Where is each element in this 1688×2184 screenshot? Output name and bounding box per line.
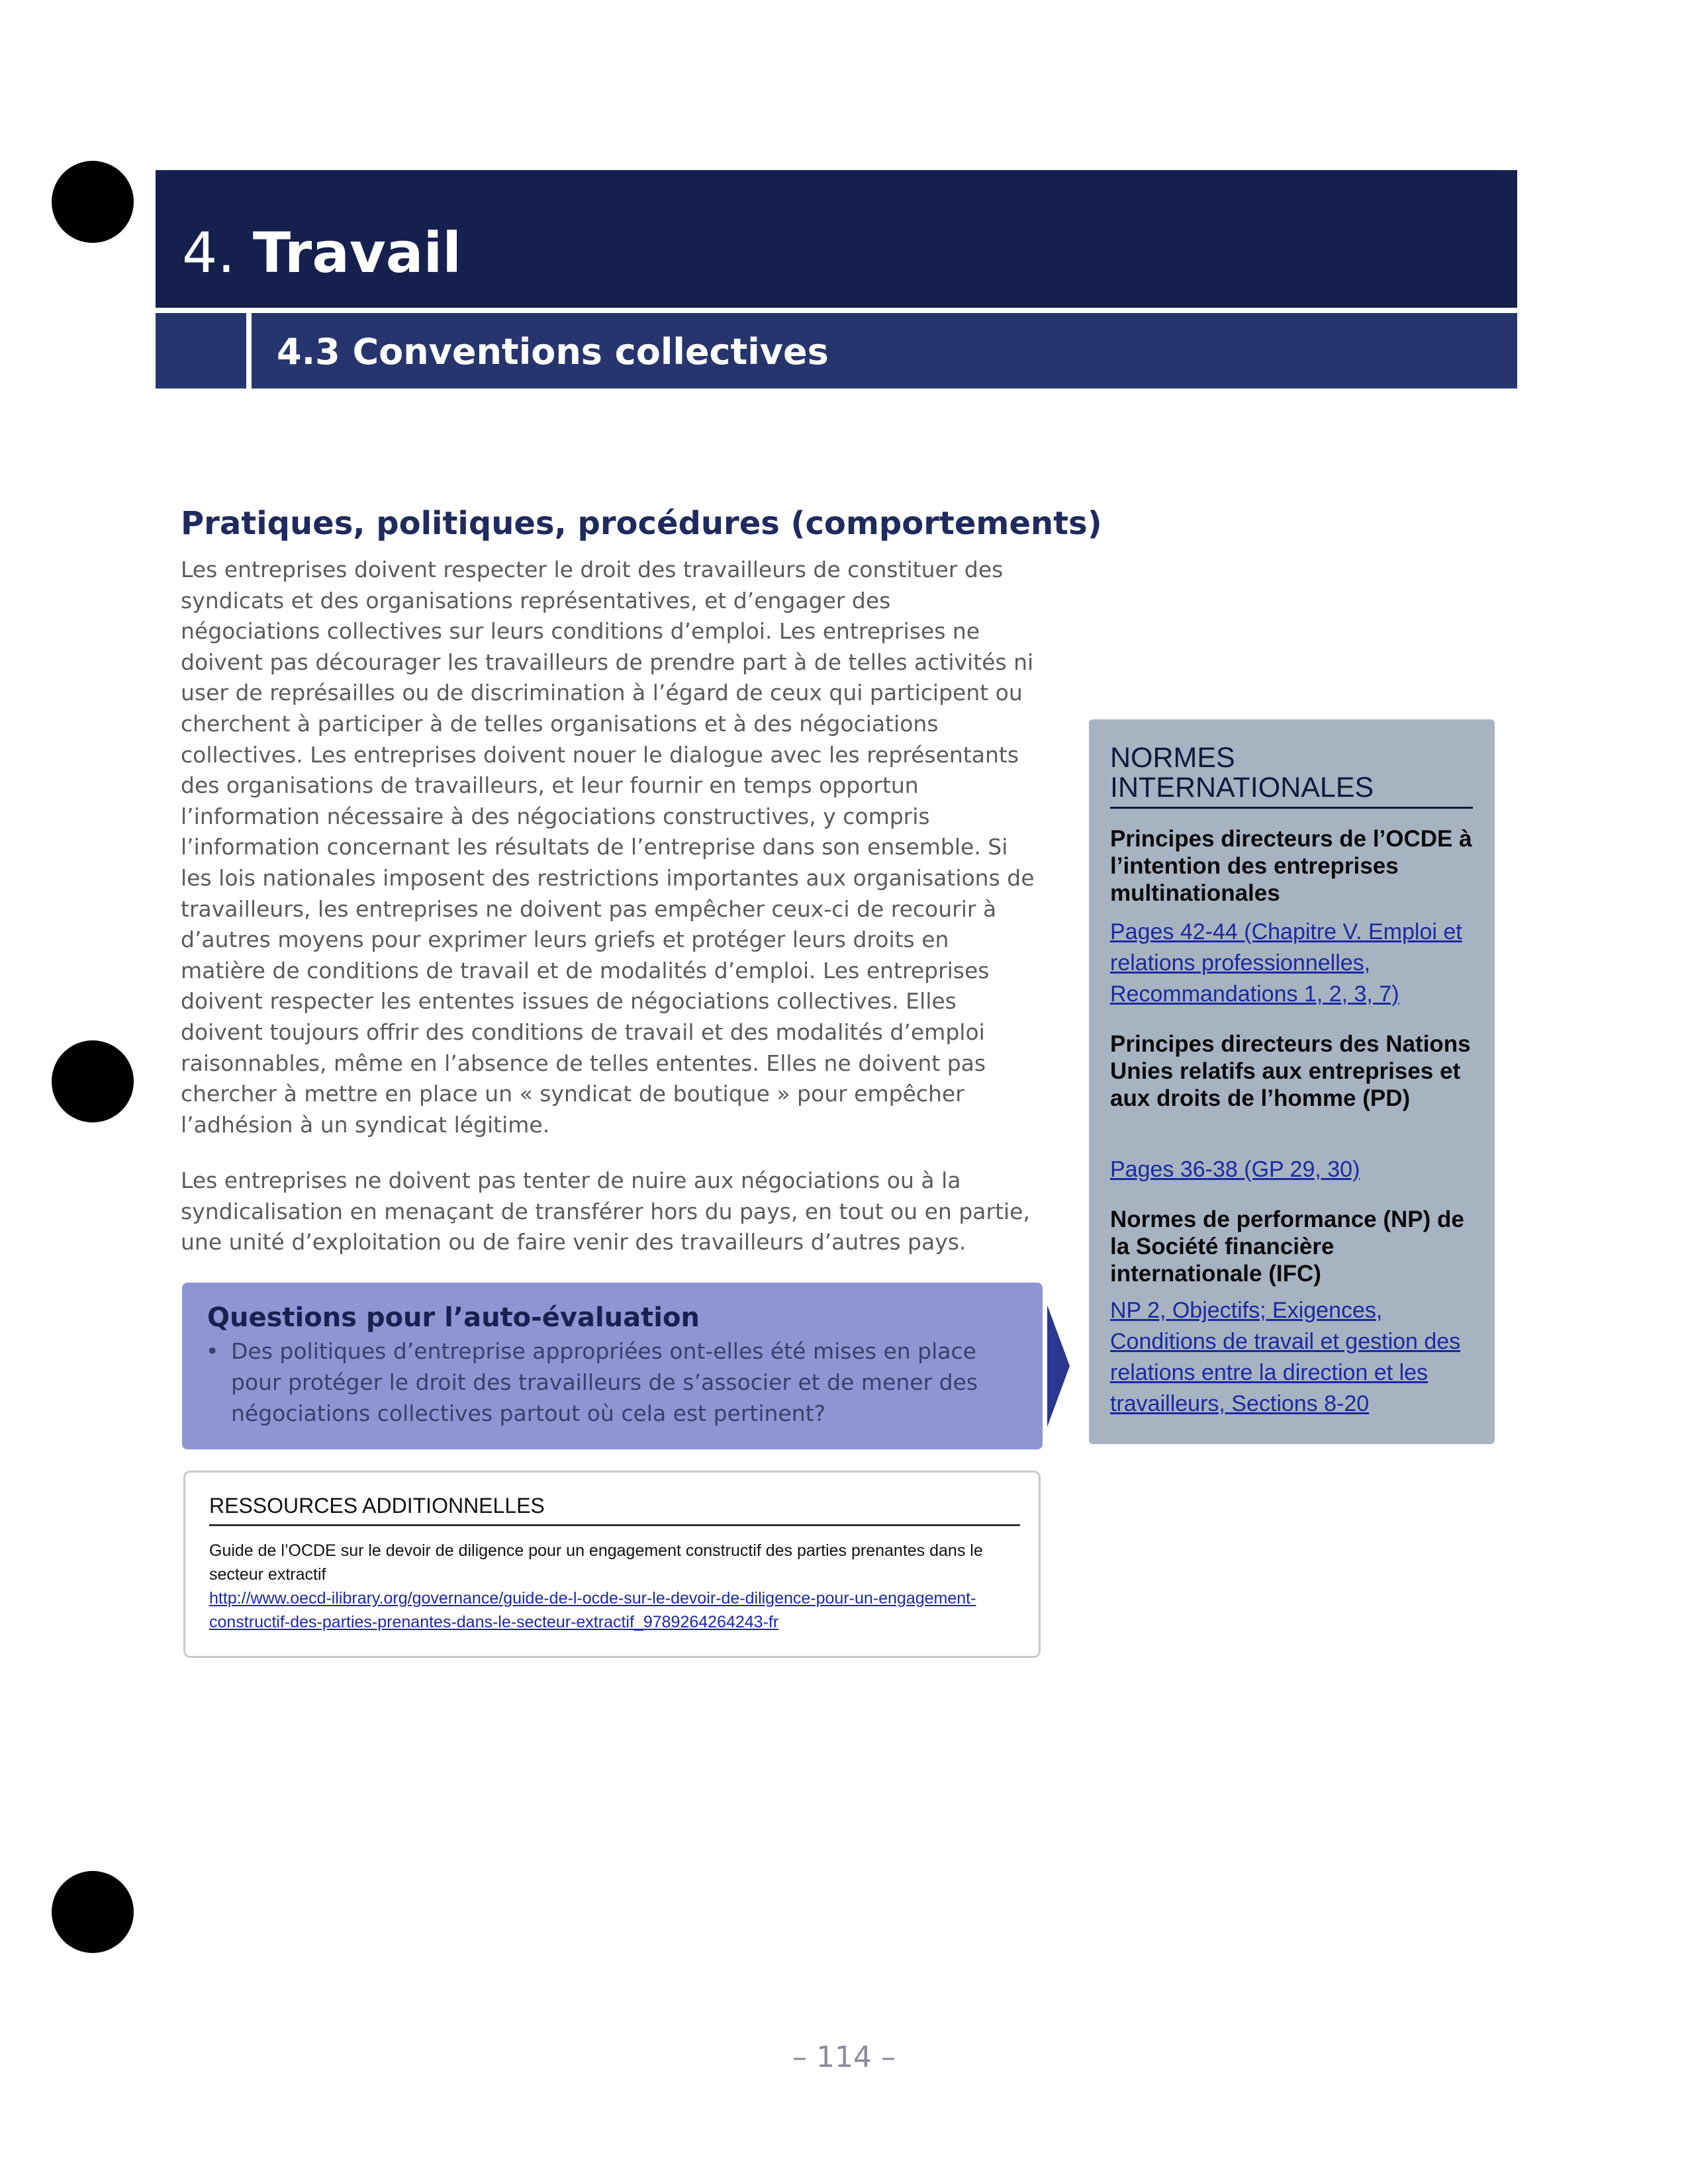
- section-header-divider: [246, 313, 252, 388]
- standard-heading-ifc: Normes de performance (NP) de la Société financière internationale (IFC): [1110, 1206, 1464, 1287]
- self-assessment-heading: Questions pour l’auto-évaluation: [207, 1302, 700, 1333]
- pointer-arrow-icon: [1047, 1305, 1070, 1427]
- resource-link[interactable]: http://www.oecd-ilibrary.org/governance/guide-de-l-ocde-sur-le-devoir-de-diligence-pour-un-engagement-constructif-des-parties-prenantes-dans-le-secteur-extractif_9789264264243-fr: [209, 1589, 976, 1631]
- practices-paragraph: Les entreprises ne doivent pas tenter de nuire aux négociations ou à la syndicalisation en menaçant de transférer hors du pays, en tout ou en partie, une unité d’exploitation ou de faire venir des travailleurs d’autres pays.: [181, 1167, 1030, 1255]
- practices-heading: Pratiques, politiques, procédures (comportements): [181, 505, 1102, 542]
- international-standards-box: [1089, 719, 1495, 1444]
- standards-divider: [1110, 807, 1473, 809]
- section-title: 4.3 Conventions collectives: [277, 331, 829, 373]
- self-assessment-box: [182, 1283, 1043, 1449]
- standard-link-un[interactable]: Pages 36-38 (GP 29, 30): [1110, 1157, 1360, 1182]
- standard-heading-un: Principes directeurs des Nations Unies relatifs aux entreprises et aux droits de l’homme (PD): [1110, 1031, 1471, 1111]
- resources-heading: RESSOURCES ADDITIONNELLES: [209, 1494, 545, 1518]
- practices-paragraph: Les entreprises doivent respecter le droit des travailleurs de constituer des syndicats et des organisations représentatives, et d’engager des négociations collectives sur leurs conditions d’emploi. Les entreprises ne doivent pas décourager les travailleurs de prendre part à de telles activités ni user de représailles ou de discrimination à l’égard de ceux qui participent ou cherchent à participer à de telles organisations et à des négociations collectives. Les entreprises doivent nouer le dialogue avec les représentants des organisations de travailleurs, et leur fournir en temps opportun l’information nécessaire à des négociations constructives, y compris l’information concernant les résultats de l’entreprise dans son ensemble. Si les lois nationales imposent des restrictions importantes aux organisations de travailleurs, les entreprises ne doivent pas empêcher ceux-ci de recourir à d’autres moyens pour exprimer leurs griefs et protéger leurs droits en matière de conditions de travail et de modalités d’emploi. Les entreprises doivent respecter les ententes issues de négociations collectives. Elles doivent toujours offrir des conditions de travail et des modalités d’emploi raisonnables, même en l’absence de telles ententes. Elles ne doivent pas chercher à mettre en place un « syndicat de boutique » pour empêcher l’adhésion à un syndicat légitime.: [181, 557, 1035, 1138]
- standards-title: NORMES INTERNATIONALES: [1110, 742, 1374, 803]
- bullet-icon: •: [206, 1338, 219, 1364]
- header-divider: [156, 308, 1517, 313]
- chapter-title: [182, 220, 462, 285]
- additional-resources-box: [183, 1471, 1041, 1658]
- resources-divider: [209, 1524, 1020, 1526]
- standard-link-ifc[interactable]: NP 2, Objectifs; Exigences, Conditions de travail et gestion des relations entre la direction et les travailleurs, Sections 8-20: [1110, 1298, 1461, 1416]
- resource-title: Guide de l’OCDE sur le devoir de diligence pour un engagement constructif des parties prenantes dans le secteur extractif: [209, 1541, 983, 1584]
- punch-hole: [52, 1871, 134, 1953]
- page-number: – 114 –: [792, 2040, 896, 2074]
- standard-heading-oecd: Principes directeurs de l’OCDE à l’intention des entreprises multinationales: [1110, 826, 1472, 906]
- punch-hole: [52, 161, 134, 243]
- standard-link-oecd[interactable]: Pages 42-44 (Chapitre V. Emploi et relations professionnelles, Recommandations 1, 2, 3, 7): [1110, 919, 1462, 1007]
- chapter-title-text: Travail: [252, 220, 462, 285]
- chapter-number: 4.: [182, 220, 236, 285]
- practices-body: [181, 555, 1035, 1283]
- punch-hole: [52, 1040, 134, 1122]
- self-assessment-question: Des politiques d’entreprise appropriées ont-elles été mises en place pour protéger le droit des travailleurs de s’associer et de mener des négociations collectives partout où cela est pertinent?: [231, 1338, 978, 1426]
